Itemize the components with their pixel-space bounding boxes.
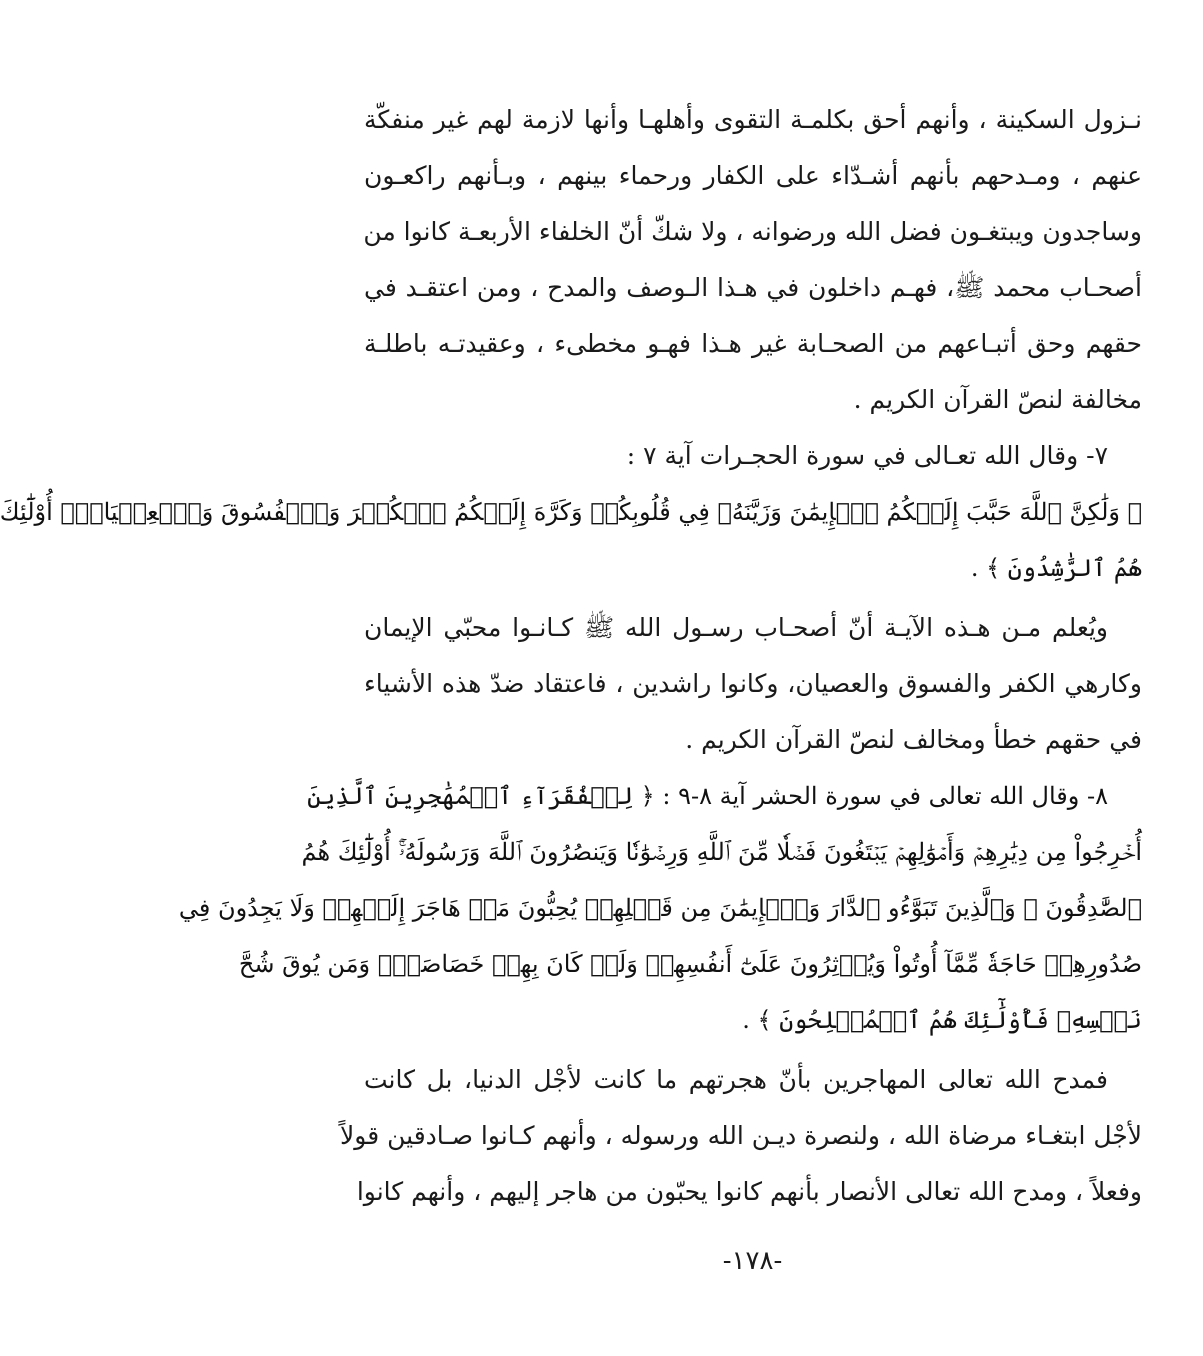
heading-line: ٨- وقال الله تعالى في سورة الحشر آية ٨-٩ : ﴿ لِلۡفُقَرَآءِ ٱلۡمُهَٰجِرِينَ ٱلَّذِينَ	[307, 782, 1108, 810]
quran-verse-line: صُدُورِهِمۡ حَاجَةٗ مِّمَّآ أُوتُواْ وَيُؤۡثِرُونَ عَلَىٰٓ أَنفُسِهِمۡ وَلَوۡ كَانَ بِهِمۡ خَصَاصَةٞۚ وَمَن يُوقَ شُحَّ	[238, 950, 1142, 978]
text-line: وكارهي الكفر والفسوق والعصيان، وكانوا راشدين ، فاعتقاد ضدّ هذه الأشياء	[364, 669, 1142, 698]
quran-verse-line: ٱلصَّٰدِقُونَ ۞ وَٱلَّذِينَ تَبَوَّءُو ٱلدَّارَ وَٱلۡإِيمَٰنَ مِن قَبۡلِهِمۡ يُحِبُّونَ مَنۡ هَاجَرَ إِلَيۡهِمۡ وَلَا يَجِدُونَ فِي	[178, 894, 1142, 922]
text-line: فمدح الله تعالى المهاجرين بأنّ هجرتهم ما كانت لأجْل الدنيا، بل كانت	[364, 1065, 1108, 1094]
text-line: مخالفة لنصّ القرآن الكريم .	[853, 385, 1142, 414]
quran-verse-line: ﴿ وَلَٰكِنَّ ٱللَّهَ حَبَّبَ إِلَيۡكُمُ ٱلۡإِيمَٰنَ وَزَيَّنَهُۥ فِي قُلُوبِكُمۡ وَكَرَّهَ إِلَيۡكُمُ ٱلۡكُفۡرَ وَٱلۡفُسُوقَ وَٱلۡعِصۡيَانَۚ أُوْلَٰٓئِكَ	[0, 498, 1142, 526]
page-number: -١٧٨-	[722, 1246, 783, 1276]
page-body	[0, 92, 1142, 1292]
text-line: ويُعلم مـن هـذه الآيـة أنّ أصحـاب رسـول الله ﷺ كـانـوا محبّي الإيمان	[364, 613, 1108, 642]
text-line: لأجْل ابتغـاء مرضاة الله ، ولنصرة ديـن الله ورسوله ، وأنهم كـانوا صـادقين قولاً	[340, 1121, 1142, 1150]
text-line: وفعلاً ، ومدح الله تعالى الأنصار بأنهم كانوا يحبّون من هاجر إليهم ، وأنهم كانوا	[356, 1177, 1142, 1206]
quran-verse-line: أُخۡرِجُواْ مِن دِيَٰرِهِمۡ وَأَمۡوَٰلِهِمۡ يَبۡتَغُونَ فَضۡلٗا مِّنَ ٱللَّهِ وَرِضۡوَٰنٗا وَيَنصُرُونَ ٱللَّهَ وَرَسُولَهُۥٓۚ أُوْلَٰٓئِكَ هُمُ	[301, 838, 1142, 866]
quran-verse-line: نَفۡسِهِۦ فَأُوْلَٰٓئِكَ هُمُ ٱلۡمُفۡلِحُونَ ﴾ .	[742, 1006, 1142, 1034]
text-line: نـزول السكينة ، وأنهم أحق بكلمـة التقوى وأهلهـا وأنها لازمة لهم غير منفكّة	[364, 105, 1142, 134]
quran-verse-line: هُمُ ٱلرَّٰشِدُونَ ﴾ .	[970, 554, 1142, 582]
text-line: حقهم وحق أتبـاعهم من الصحـابة غير هـذا فهـو مخطىء ، وعقيدتـه باطلـة	[364, 329, 1142, 358]
heading-line: ٧- وقال الله تعـالى في سورة الحجـرات آية ٧ :	[626, 441, 1108, 470]
text-line: في حقهم خطأ ومخالف لنصّ القرآن الكريم .	[685, 725, 1142, 754]
text-line: وساجدون ويبتغـون فضل الله ورضوانه ، ولا شكّ أنّ الخلفاء الأربعـة كانوا من	[363, 217, 1142, 246]
text-line: عنهم ، ومـدحهم بأنهم أشـدّاء على الكفار ورحماء بينهم ، وبـأنهم راكعـون	[364, 161, 1142, 190]
text-line: أصحـاب محمد ﷺ، فهـم داخلون في هـذا الـوصف والمدح ، ومن اعتقـد في	[364, 273, 1142, 302]
